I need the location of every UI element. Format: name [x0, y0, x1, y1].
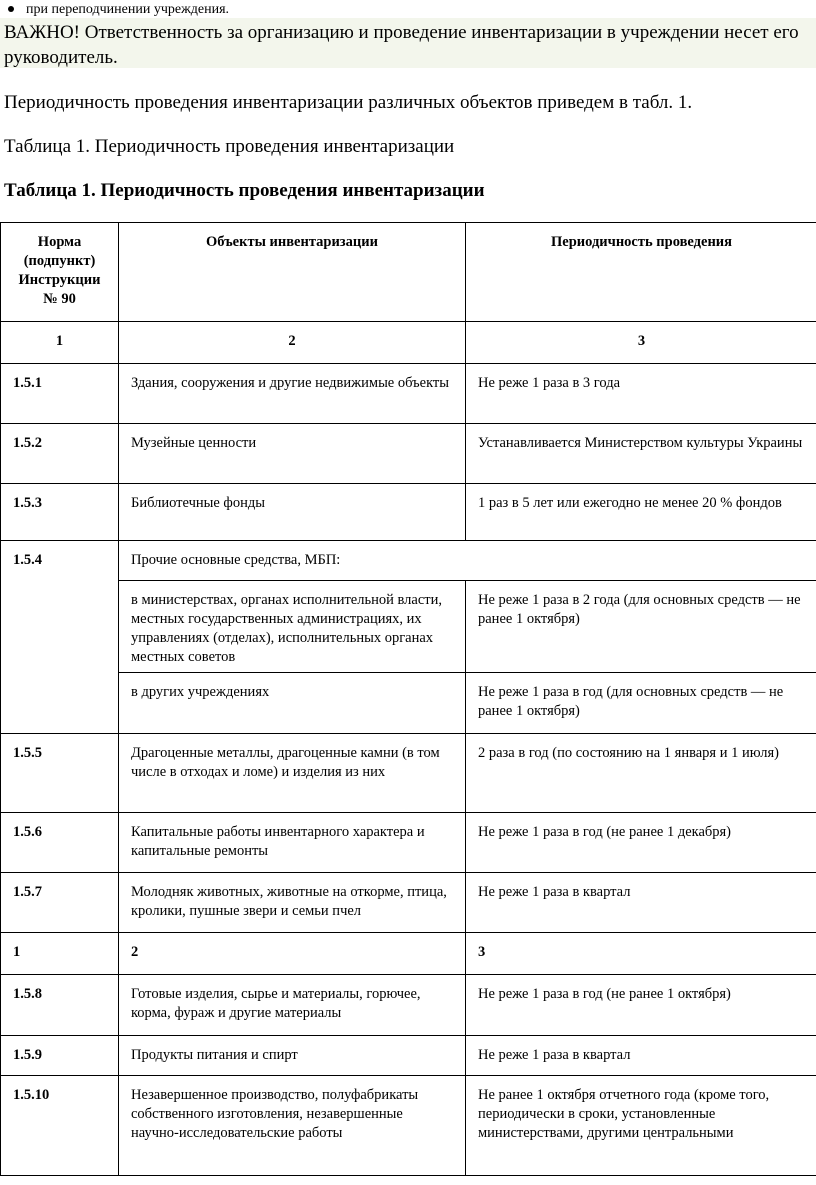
column-number: 1 [1, 322, 119, 364]
row-code: 1.5.7 [1, 873, 119, 933]
row-code: 1 [1, 933, 119, 975]
table-row [1, 424, 816, 484]
table-row [1, 975, 816, 1036]
table-row [1, 873, 816, 933]
table-row [1, 484, 816, 541]
row-code: 1.5.8 [1, 975, 119, 1036]
intro-paragraph: Периодичность проведения инвентаризации различных объектов приведем в табл. 1. [4, 92, 693, 113]
row-period: 3 [466, 933, 816, 975]
row-period: Не реже 1 раза в квартал [466, 1036, 816, 1076]
row-period: 1 раз в 5 лет или ежегодно не менее 20 % фондов [466, 484, 816, 541]
row-object: Прочие основные средства, МБП: [119, 541, 816, 581]
row-period: Не реже 1 раза в год (не ранее 1 октября) [466, 975, 816, 1036]
row-period: Не реже 1 раза в 3 года [466, 364, 816, 424]
table-row [1, 933, 816, 975]
row-object: в других учреждениях [119, 673, 466, 734]
row-period: Не реже 1 раза в 2 года (для основных средств — не ранее 1 октября) [466, 581, 816, 673]
table-caption: Таблица 1. Периодичность проведения инвентаризации [4, 136, 455, 157]
row-code: 1.5.5 [1, 734, 119, 813]
bullet-item [8, 0, 229, 20]
row-code: 1.5.2 [1, 424, 119, 484]
table-row [1, 1076, 816, 1176]
row-code: 1.5.1 [1, 364, 119, 424]
table-row [1, 673, 816, 734]
row-object: Библиотечные фонды [119, 484, 466, 541]
column-numbers-row [1, 322, 816, 364]
row-object: в министерствах, органах исполнительной власти, местных государственных администрациях, их управлениях (отделах), исполнительных органах местных советов [119, 581, 466, 673]
row-object: Музейные ценности [119, 424, 466, 484]
header-period: Периодичность проведения [466, 223, 816, 322]
table-title: Таблица 1. Периодичность проведения инвентаризации [4, 180, 485, 201]
table-row [1, 734, 816, 813]
row-object: Продукты питания и спирт [119, 1036, 466, 1076]
row-code: 1.5.3 [1, 484, 119, 541]
row-object: Незавершенное производство, полуфабрикаты собственного изготовления, незавершенные научно-исследовательские работы [119, 1076, 466, 1176]
row-period: Устанавливается Министерством культуры Украины [466, 424, 816, 484]
row-period: 2 раза в год (по состоянию на 1 января и 1 июля) [466, 734, 816, 813]
row-object: 2 [119, 933, 466, 975]
bullet-text: при переподчинении учреждения. [26, 2, 230, 17]
row-period: Не реже 1 раза в год (для основных средств — не ранее 1 октября) [466, 673, 816, 734]
column-number: 3 [466, 322, 816, 364]
row-code: 1.5.9 [1, 1036, 119, 1076]
table-header-row [1, 223, 816, 322]
row-object: Здания, сооружения и другие недвижимые объекты [119, 364, 466, 424]
table-row [1, 581, 816, 673]
table-row [1, 364, 816, 424]
table-row [1, 1036, 816, 1076]
header-norm: Норма (подпункт) Инструкции № 90 [1, 223, 119, 322]
row-object: Капитальные работы инвентарного характера и капитальные ремонты [119, 813, 466, 873]
row-period: Не реже 1 раза в год (не ранее 1 декабря) [466, 813, 816, 873]
row-object: Драгоценные металлы, драгоценные камни (в том числе в отходах и ломе) и изделия из них [119, 734, 466, 813]
bullet-icon [8, 6, 14, 12]
inventory-table [0, 222, 816, 1176]
row-code: 1.5.6 [1, 813, 119, 873]
row-code: 1.5.4 [1, 541, 119, 734]
row-period: Не реже 1 раза в квартал [466, 873, 816, 933]
header-objects: Объекты инвентаризации [119, 223, 466, 322]
table-row [1, 541, 816, 581]
important-note: ВАЖНО! Ответственность за организацию и проведение инвентаризации в учреждении несет его руководитель. [0, 18, 816, 68]
row-object: Готовые изделия, сырье и материалы, горючее, корма, фураж и другие материалы [119, 975, 466, 1036]
row-code: 1.5.10 [1, 1076, 119, 1176]
column-number: 2 [119, 322, 466, 364]
table-row [1, 813, 816, 873]
row-object: Молодняк животных, животные на откорме, птица, кролики, пушные звери и семьи пчел [119, 873, 466, 933]
row-period: Не ранее 1 октября отчетного года (кроме того, периодически в сроки, установленные министерствами, другими центральными [466, 1076, 816, 1176]
